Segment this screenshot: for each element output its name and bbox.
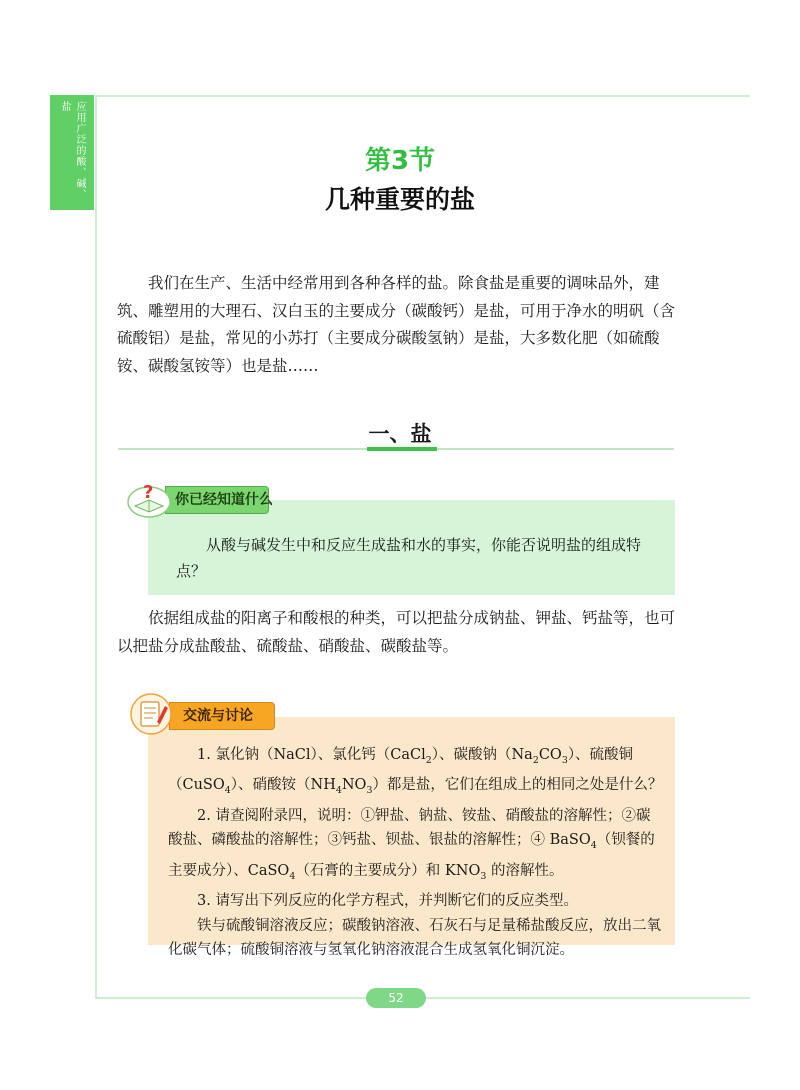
section-title: 几种重要的盐 <box>324 185 475 214</box>
intro-paragraph: 我们在生产、生活中经常用到各种各样的盐。除食盐是重要的调味品外，建筑、雕塑用的大理石、汉白玉的主要成分（碳酸钙）是盐，可用于净水的明矾（含硫酸铝）是盐，常见的小苏打（主要成分碳酸氢钠）是盐，大多数化肥（如硫酸铵、碳酸氢铵等）也是盐…… <box>117 274 676 375</box>
chapter-side-tab-label: 应用广泛的酸、碱、盐 <box>59 101 85 200</box>
known-badge <box>127 478 277 518</box>
discussion-badge <box>127 692 287 736</box>
discussion-badge-label: 交流与讨论 <box>183 708 253 724</box>
svg-text:?: ? <box>143 482 154 503</box>
discussion-question-2: 2. 请查阅附录四，说明：①钾盐、钠盐、铵盐、硝酸盐的溶解性；②碳酸盐、磷酸盐的溶解性；③钙盐、钡盐、银盐的溶解性；④ BaSO$_4$（钡餐的主要成分）、CaSO$_4$（石膏的主要成分）和 $KNO_3$ 的溶解性。 <box>168 807 655 882</box>
page-frame-left <box>95 95 97 998</box>
page-number: 52 <box>366 988 426 1008</box>
discussion-question-1: 1. 氯化钠（NaCl）、氯化钙（CaCl$_2$）、碳酸钠$(Na_2CO_3)$、硫酸铜（CuSO$_4$）、硝酸铵$(NH_4NO_3)$都是盐，它们在组成上的相同之处是什么？ <box>168 747 663 797</box>
question-book-icon <box>127 478 175 518</box>
heading-accent-bar <box>367 447 437 451</box>
known-box-text: 从酸与碱发生中和反应生成盐和水的事实，你能否说明盐的组成特点？ <box>176 536 642 580</box>
discussion-question-3-detail: 铁与硫酸铜溶液反应；碳酸钠溶液、石灰石与足量稀盐酸反应，放出二氧化碳气体；硫酸铜溶液与氢氧化钠溶液混合生成氢氧化铜沉淀。 <box>168 917 661 959</box>
section-number: 第3节 <box>364 146 436 176</box>
discussion-question-3: 3. 请写出下列反应的化学方程式，并判断它们的反应类型。 <box>197 893 578 910</box>
known-badge-label: 你已经知道什么 <box>175 492 273 508</box>
discussion-box <box>148 717 675 959</box>
page-frame-top <box>95 95 750 97</box>
notepad-pen-icon <box>127 692 177 736</box>
discussion-content <box>168 743 663 963</box>
classification-paragraph: 依据组成盐的阳离子和酸根的种类，可以把盐分成钠盐、钾盐、钙盐等，也可以把盐分成盐酸盐、硫酸盐、硝酸盐、碳酸盐等。 <box>117 609 676 655</box>
subsection-heading: 一、盐 <box>368 422 432 446</box>
